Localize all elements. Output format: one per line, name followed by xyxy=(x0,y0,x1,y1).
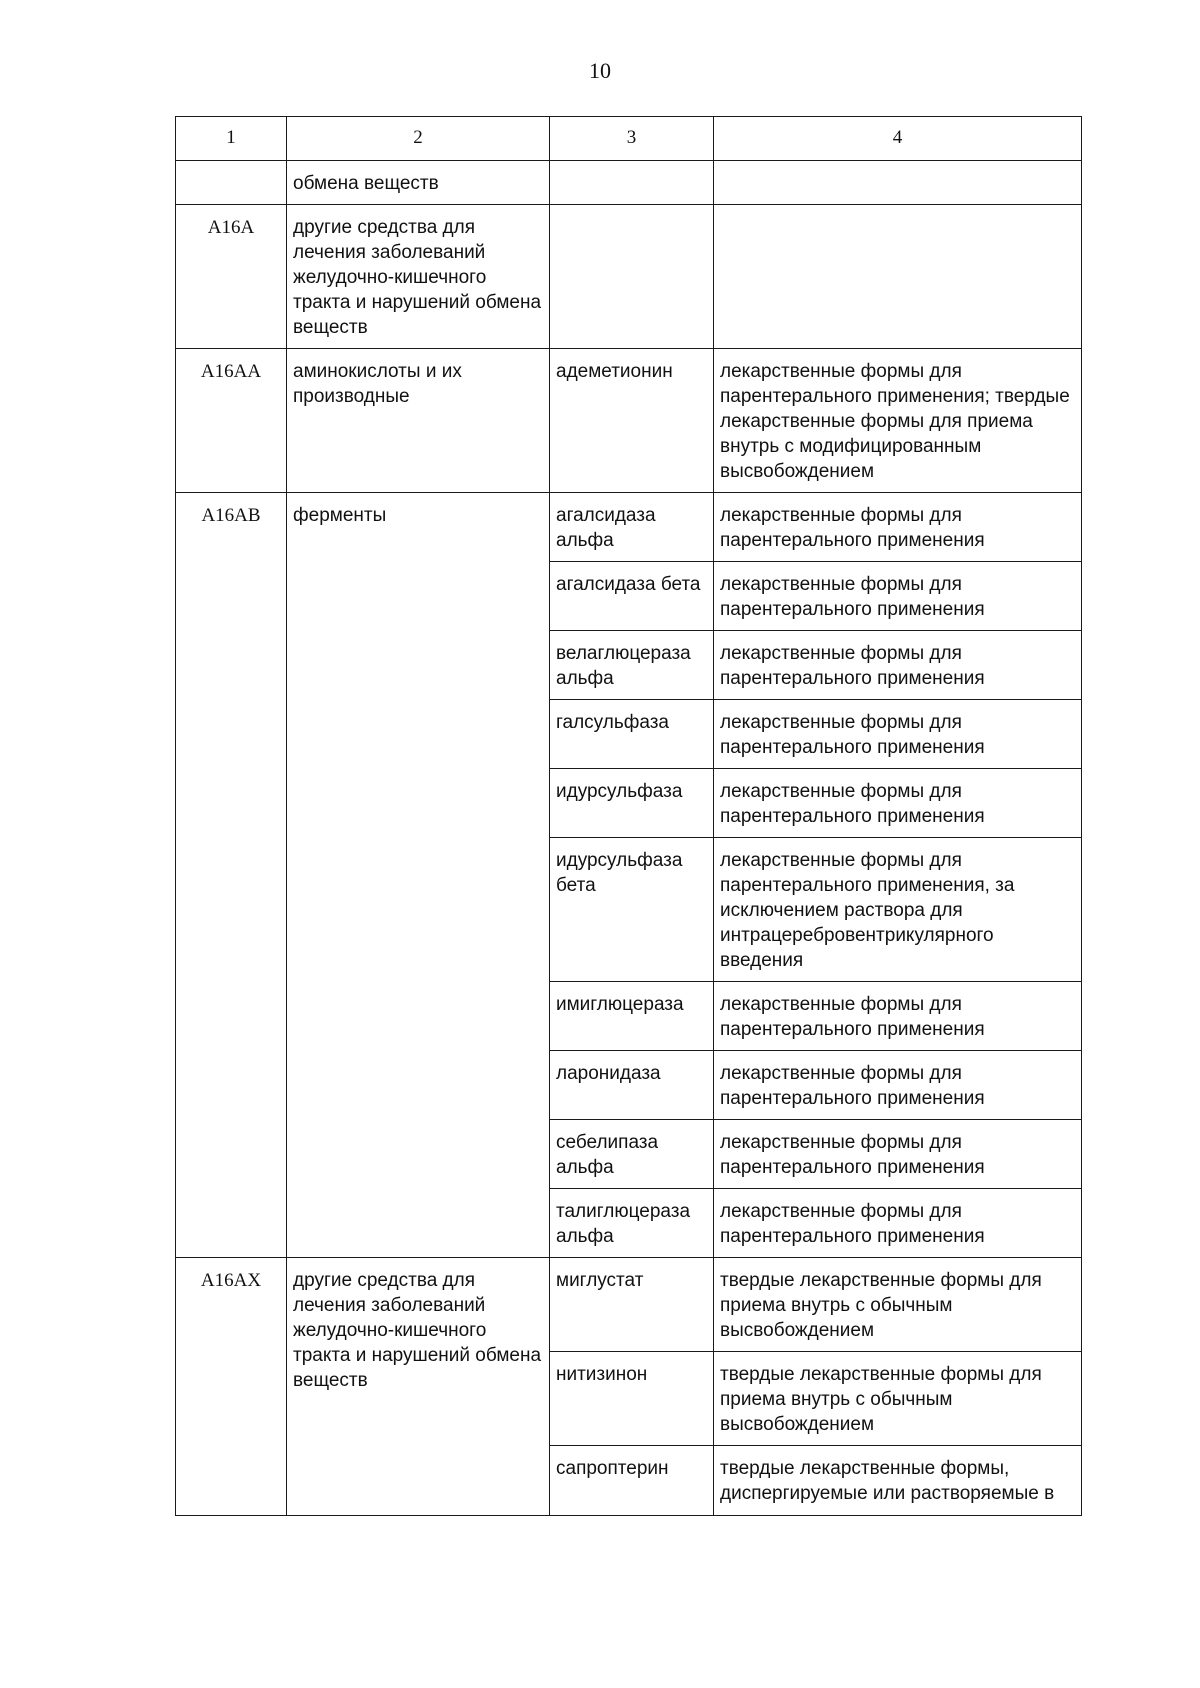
drug-cell: агалсидаза альфа xyxy=(550,493,714,562)
drug-cell: идурсульфаза бета xyxy=(550,838,714,982)
form-cell: лекарственные формы для парентерального применения xyxy=(714,562,1082,631)
code-cell: A16AX xyxy=(176,1258,287,1516)
drug-cell: талиглюцераза альфа xyxy=(550,1189,714,1258)
form-cell xyxy=(714,205,1082,349)
drug-cell: сапроптерин xyxy=(550,1446,714,1516)
code-cell: A16AB xyxy=(176,493,287,1258)
drug-table xyxy=(175,116,1082,1516)
form-cell: твердые лекарственные формы для приема внутрь с обычным высвобождением xyxy=(714,1258,1082,1352)
drug-cell: миглустат xyxy=(550,1258,714,1352)
drug-cell: велаглюцераза альфа xyxy=(550,631,714,700)
group-name-cell: аминокислоты и их производные xyxy=(287,349,550,493)
form-cell: лекарственные формы для парентерального применения xyxy=(714,631,1082,700)
page-number: 10 xyxy=(589,58,611,83)
column-header: 4 xyxy=(714,117,1082,161)
form-cell: лекарственные формы для парентерального применения xyxy=(714,769,1082,838)
form-cell: лекарственные формы для парентерального применения; твердые лекарственные формы для приема внутрь с модифицированным высвобождением xyxy=(714,349,1082,493)
drug-cell: имиглюцераза xyxy=(550,982,714,1051)
drug-cell: идурсульфаза xyxy=(550,769,714,838)
drug-cell: ларонидаза xyxy=(550,1051,714,1120)
code-cell xyxy=(176,161,287,205)
table-row xyxy=(176,205,1082,349)
column-header: 2 xyxy=(287,117,550,161)
table-row xyxy=(176,1258,1082,1352)
drug-cell: адеметионин xyxy=(550,349,714,493)
table-header-row xyxy=(176,117,1082,161)
drug-cell: агалсидаза бета xyxy=(550,562,714,631)
form-cell: лекарственные формы для парентерального применения xyxy=(714,1120,1082,1189)
table-row xyxy=(176,493,1082,562)
group-name-cell: другие средства для лечения заболеваний желудочно-кишечного тракта и нарушений обмена веществ xyxy=(287,1258,550,1516)
group-name-cell: ферменты xyxy=(287,493,550,1258)
group-name-cell: другие средства для лечения заболеваний желудочно-кишечного тракта и нарушений обмена веществ xyxy=(287,205,550,349)
form-cell xyxy=(714,161,1082,205)
form-cell: лекарственные формы для парентерального применения xyxy=(714,1051,1082,1120)
form-cell: твердые лекарственные формы, диспергируемые или растворяемые в xyxy=(714,1446,1082,1516)
form-cell: лекарственные формы для парентерального применения xyxy=(714,493,1082,562)
form-cell: лекарственные формы для парентерального применения xyxy=(714,700,1082,769)
group-name-cell: обмена веществ xyxy=(287,161,550,205)
form-cell: лекарственные формы для парентерального применения xyxy=(714,982,1082,1051)
form-cell: лекарственные формы для парентерального применения xyxy=(714,1189,1082,1258)
drug-cell: себелипаза альфа xyxy=(550,1120,714,1189)
code-cell: A16A xyxy=(176,205,287,349)
form-cell: твердые лекарственные формы для приема внутрь с обычным высвобождением xyxy=(714,1352,1082,1446)
table-row xyxy=(176,161,1082,205)
column-header: 1 xyxy=(176,117,287,161)
column-header: 3 xyxy=(550,117,714,161)
drug-cell xyxy=(550,161,714,205)
drug-cell xyxy=(550,205,714,349)
code-cell: A16AA xyxy=(176,349,287,493)
drug-cell: нитизинон xyxy=(550,1352,714,1446)
table-row xyxy=(176,349,1082,493)
drug-cell: галсульфаза xyxy=(550,700,714,769)
form-cell: лекарственные формы для парентерального применения, за исключением раствора для интрацеребровентрикулярного введения xyxy=(714,838,1082,982)
